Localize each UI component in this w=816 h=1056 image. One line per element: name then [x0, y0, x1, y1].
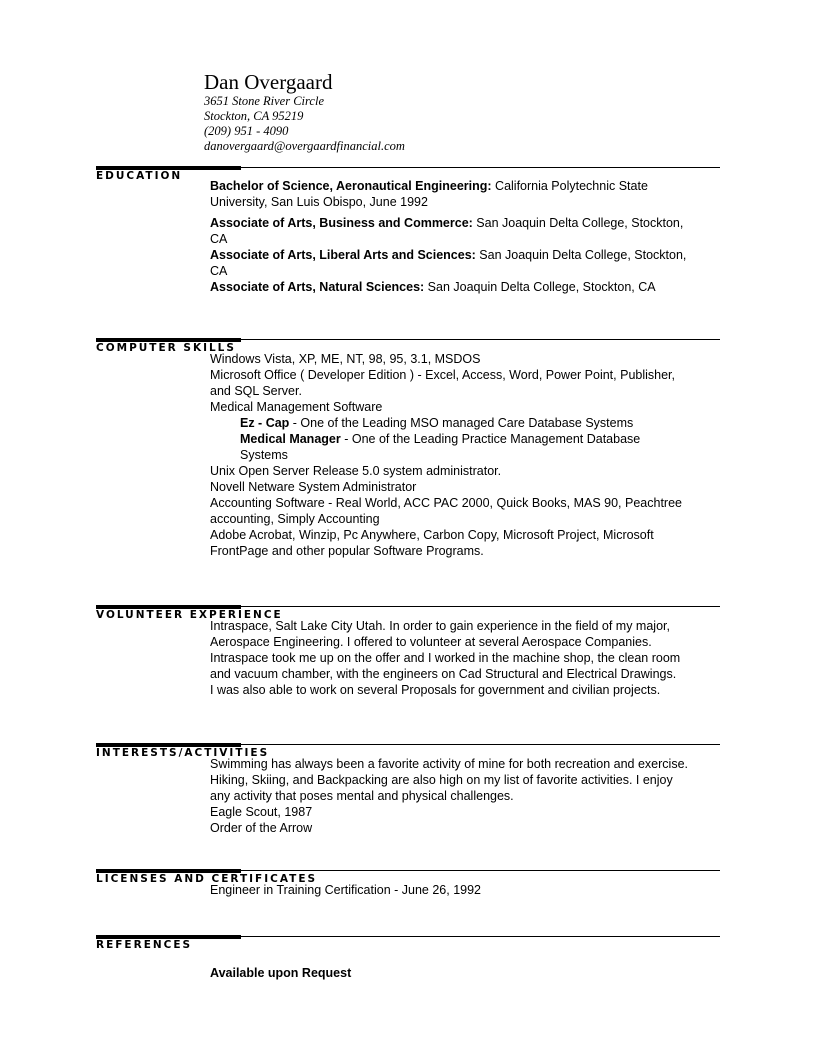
email-address: danovergaard@overgaardfinancial.com: [204, 139, 405, 153]
degree-school: San Joaquin Delta College, Stockton, CA: [424, 280, 656, 294]
software-desc-cont: Systems: [240, 448, 288, 462]
licenses-body: [210, 882, 720, 898]
address-line-1: 3651 Stone River Circle: [204, 94, 324, 108]
section-heading-education: EDUCATION: [96, 170, 183, 182]
interests-body: [210, 756, 720, 836]
degree-title: Associate of Arts, Natural Sciences:: [210, 280, 425, 294]
skill-line: Unix Open Server Release 5.0 system administrator.: [210, 464, 502, 478]
degree-title: Bachelor of Science, Aeronautical Engineering:: [210, 179, 492, 193]
interest-line: any activity that poses mental and physical challenges.: [210, 789, 514, 803]
address-line-2: Stockton, CA 95219: [204, 109, 304, 123]
volunteer-line: Intraspace, Salt Lake City Utah. In order to gain experience in the field of my major,: [210, 619, 670, 633]
license-line: Engineer in Training Certification - June 26, 1992: [210, 883, 481, 897]
skill-line: Microsoft Office ( Developer Edition ) - Excel, Access, Word, Power Point, Publisher,: [210, 368, 675, 382]
volunteer-line: I was also able to work on several Proposals for government and civilian projects.: [210, 683, 661, 697]
skill-line: accounting, Simply Accounting: [210, 512, 380, 526]
interest-line: Swimming has always been a favorite activity of mine for both recreation and exercise.: [210, 757, 689, 771]
software-desc: - One of the Leading Practice Management Database: [340, 432, 641, 446]
volunteer-line: and vacuum chamber, with the engineers on Cad Structural and Electrical Drawings.: [210, 667, 677, 681]
interests-section: [96, 740, 720, 836]
degree-entry: [210, 215, 720, 247]
volunteer-section: [96, 602, 720, 698]
volunteer-line: Intraspace took me up on the offer and I worked in the machine shop, the clean room: [210, 651, 681, 665]
section-heading-references: REFERENCES: [96, 939, 193, 951]
section-rule: [96, 932, 720, 938]
references-body: [210, 965, 720, 981]
phone-number: (209) 951 - 4090: [204, 124, 289, 138]
degree-school: San Joaquin Delta College, Stockton,: [472, 216, 684, 230]
degree-entry: [210, 279, 720, 295]
computer-skills-body: [210, 351, 720, 559]
education-body: [210, 178, 720, 295]
section-heading-volunteer: VOLUNTEER EXPERIENCE: [96, 609, 283, 621]
software-name: Medical Manager: [240, 432, 341, 446]
skill-line: Novell Netware System Administrator: [210, 480, 417, 494]
section-rule: [96, 740, 720, 746]
interest-line: Hiking, Skiing, and Backpacking are also high on my list of favorite activities. I enjoy: [210, 773, 673, 787]
skill-line: Windows Vista, XP, ME, NT, 98, 95, 3.1, MSDOS: [210, 352, 481, 366]
degree-school-cont: University, San Luis Obispo, June 1992: [210, 195, 428, 209]
degree-school: San Joaquin Delta College, Stockton,: [475, 248, 687, 262]
section-rule: [96, 866, 720, 872]
contact-block: [204, 70, 405, 154]
references-text: Available upon Request: [210, 966, 352, 980]
degree-title: Associate of Arts, Business and Commerce:: [210, 216, 473, 230]
section-heading-interests: INTERESTS/ACTIVITIES: [96, 747, 270, 759]
skill-line: and SQL Server.: [210, 384, 302, 398]
software-name: Ez - Cap: [240, 416, 290, 430]
software-desc: - One of the Leading MSO managed Care Database Systems: [289, 416, 634, 430]
candidate-name: Dan Overgaard: [204, 70, 333, 94]
interest-line: Eagle Scout, 1987: [210, 805, 313, 819]
licenses-section: [96, 866, 720, 898]
section-rule: [96, 602, 720, 608]
computer-skills-section: [96, 335, 720, 559]
references-section: [96, 932, 720, 981]
skill-line: Accounting Software - Real World, ACC PAC 2000, Quick Books, MAS 90, Peachtree: [210, 496, 682, 510]
section-rule: [96, 335, 720, 341]
volunteer-body: [210, 618, 720, 698]
section-rule: [96, 163, 720, 169]
degree-entry: [210, 178, 720, 210]
degree-school: California Polytechnic State: [491, 179, 648, 193]
skill-line: FrontPage and other popular Software Programs.: [210, 544, 484, 558]
degree-entry: [210, 247, 720, 279]
section-heading-computer-skills: COMPUTER SKILLS: [96, 342, 236, 354]
education-section: [96, 163, 720, 295]
volunteer-line: Aerospace Engineering. I offered to volunteer at several Aerospace Companies.: [210, 635, 652, 649]
degree-school-cont: CA: [210, 232, 228, 246]
degree-title: Associate of Arts, Liberal Arts and Sciences:: [210, 248, 476, 262]
degree-school-cont: CA: [210, 264, 228, 278]
interest-line: Order of the Arrow: [210, 821, 313, 835]
skill-line: Adobe Acrobat, Winzip, Pc Anywhere, Carbon Copy, Microsoft Project, Microsoft: [210, 528, 654, 542]
skill-line: Medical Management Software: [210, 400, 383, 414]
section-heading-licenses: LICENSES AND CERTIFICATES: [96, 873, 318, 885]
